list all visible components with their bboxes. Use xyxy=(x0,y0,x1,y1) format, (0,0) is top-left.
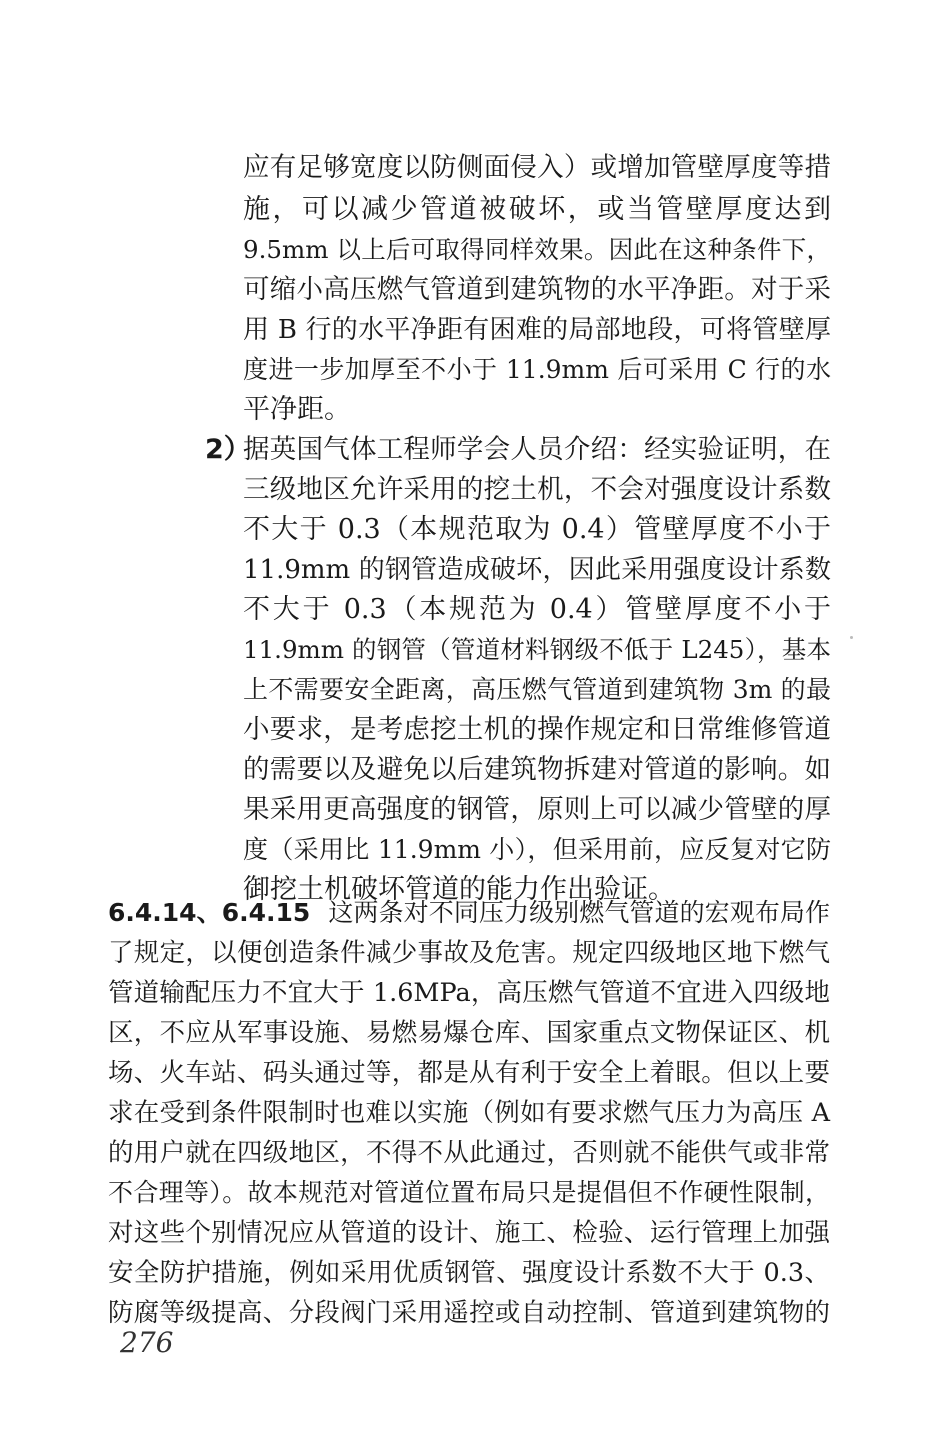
text-line: 据英国气体工程师学会人员介绍：经实验证明，在 xyxy=(243,434,831,465)
text-line: 平净距。 xyxy=(243,394,351,425)
text-line: 求在受到条件限制时也难以实施（例如有要求燃气压力为高压 A xyxy=(108,1098,830,1128)
text-line: 御挖土机破坏管道的能力作出验证。 xyxy=(243,874,675,905)
text-line: 施，可以减少管道被破坏，或当管壁厚度达到 xyxy=(243,194,831,225)
text-line: 不合理等）。故本规范对管道位置布局只是提倡但不作硬性限制， xyxy=(108,1178,830,1207)
text-line: 不大于 0.3（本规范取为 0.4）管壁厚度不小于 xyxy=(243,514,831,545)
text-line: 的用户就在四级地区，不得不从此通过，否则就不能供气或非常 xyxy=(108,1138,830,1168)
text-line: 上不需要安全距离，高压燃气管道到建筑物 3m 的最 xyxy=(243,675,831,704)
section-heading-line xyxy=(108,893,830,933)
text-line: 不大于 0.3（本规范为 0.4）管壁厚度不小于 xyxy=(243,594,831,625)
text-line: 度（采用比 11.9mm 小），但采用前，应反复对它防 xyxy=(243,835,831,864)
scan-speck xyxy=(850,636,853,639)
section-number: 6.4.14、6.4.15 xyxy=(108,898,311,927)
page-number: 276 xyxy=(120,1326,174,1359)
text-line: 果采用更高强度的钢管，原则上可以减少管壁的厚 xyxy=(243,794,831,825)
text-line: 11.9mm 的钢管造成破坏，因此采用强度设计系数 xyxy=(243,555,831,585)
text-line: 度进一步加厚至不小于 11.9mm 后可采用 C 行的水 xyxy=(243,355,831,384)
text-line: 9.5mm 以上后可取得同样效果。因此在这种条件下， xyxy=(243,235,831,264)
text-line: 可缩小高压燃气管道到建筑物的水平净距。对于采 xyxy=(243,274,831,305)
text-line: 11.9mm 的钢管（管道材料钢级不低于 L245），基本 xyxy=(243,635,831,664)
text-line: 三级地区允许采用的挖土机，不会对强度设计系数 xyxy=(243,474,831,505)
text-line: 安全防护措施，例如采用优质钢管、强度设计系数不大于 0.3、 xyxy=(108,1258,830,1288)
text-line: 了规定，以便创造条件减少事故及危害。规定四级地区地下燃气 xyxy=(108,938,830,968)
section-first-line: 这两条对不同压力级别燃气管道的宏观布局作 xyxy=(328,898,830,927)
text-line: 应有足够宽度以防侧面侵入）或增加管壁厚度等措 xyxy=(243,152,831,183)
text-line: 防腐等级提高、分段阀门采用遥控或自动控制、管道到建筑物的 xyxy=(108,1298,830,1328)
text-line: 的需要以及避免以后建筑物拆建对管道的影响。如 xyxy=(243,754,831,785)
list-item-marker: 2） xyxy=(205,434,251,465)
text-line: 场、火车站、码头通过等，都是从有利于安全上着眼。但以上要 xyxy=(108,1058,830,1088)
text-line: 管道输配压力不宜大于 1.6MPa，高压燃气管道不宜进入四级地 xyxy=(108,978,830,1008)
text-line: 小要求，是考虑挖土机的操作规定和日常维修管道 xyxy=(243,714,831,745)
text-line: 对这些个别情况应从管道的设计、施工、检验、运行管理上加强 xyxy=(108,1218,830,1248)
text-line: 区，不应从军事设施、易燃易爆仓库、国家重点文物保证区、机 xyxy=(108,1018,830,1048)
text-line: 用 B 行的水平净距有困难的局部地段，可将管壁厚 xyxy=(243,315,831,345)
